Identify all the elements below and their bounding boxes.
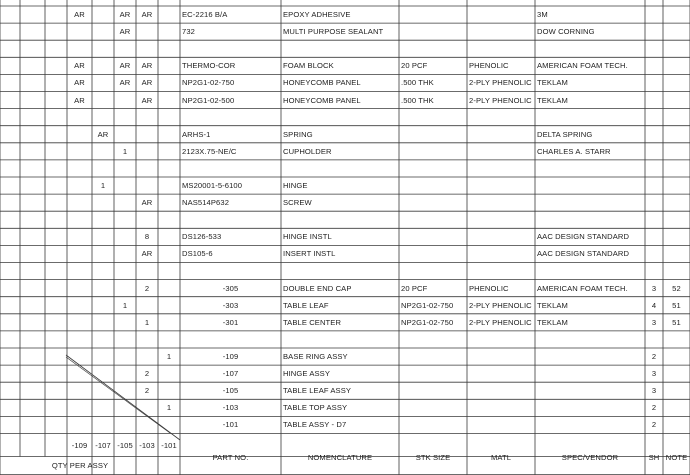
spec-vendor-cell: AAC DESIGN STANDARD — [537, 232, 630, 242]
nomenclature-cell: HINGE ASSY — [283, 369, 330, 379]
qty-per-assy-label: QTY PER ASSY — [51, 461, 109, 470]
matl-cell: 2-PLY PHENOLIC — [469, 95, 532, 105]
dash-no-105: -105 — [117, 441, 133, 450]
matl-cell: PHENOLIC — [469, 61, 509, 71]
part-no-cell: -303 — [222, 300, 239, 310]
nomenclature-cell: DOUBLE END CAP — [283, 283, 352, 293]
nomenclature-cell: HONEYCOMB PANEL — [283, 95, 361, 105]
qty-cell: AR — [119, 78, 131, 88]
part-no-cell: -103 — [222, 403, 239, 413]
qty-cell: AR — [119, 27, 131, 37]
qty-cell: AR — [74, 78, 85, 88]
qty-cell: AR — [74, 61, 85, 71]
dash-no-109: -109 — [71, 441, 88, 450]
part-no-cell: -301 — [222, 317, 239, 327]
qty-cell: 1 — [122, 300, 128, 310]
sh-cell: 2 — [651, 420, 657, 430]
spec-vendor-cell: CHARLES A. STARR — [537, 146, 611, 156]
part-no-cell: NAS514P632 — [182, 198, 230, 208]
dash-no-107: -107 — [95, 441, 111, 450]
stk-size-cell: 20 PCF — [401, 61, 428, 71]
header-spec-vendor: SPEC/VENDOR — [561, 453, 619, 462]
header-nomenclature: NOMENCLATURE — [307, 453, 373, 462]
nomenclature-cell: SPRING — [283, 129, 313, 139]
part-no-cell: -305 — [222, 283, 239, 293]
nomenclature-cell: HINGE INSTL — [283, 232, 332, 242]
part-no-cell: -105 — [222, 386, 239, 396]
part-no-cell: 732 — [182, 27, 195, 37]
note-cell: 51 — [672, 317, 681, 327]
spec-vendor-cell: AAC DESIGN STANDARD — [537, 249, 630, 259]
nomenclature-cell: SCREW — [283, 198, 312, 208]
stk-size-cell: .500 THK — [401, 95, 434, 105]
nomenclature-cell: HINGE — [283, 181, 308, 190]
nomenclature-cell: EPOXY ADHESIVE — [283, 10, 351, 19]
qty-cell: 2 — [144, 369, 150, 379]
spec-vendor-cell: 3M — [537, 10, 548, 19]
note-cell: 52 — [672, 283, 681, 293]
qty-cell: 2 — [144, 283, 150, 293]
qty-cell: 1 — [166, 403, 172, 413]
spec-vendor-cell: AMERICAN FOAM TECH. — [537, 283, 628, 293]
stk-size-cell: NP2G1-02-750 — [401, 317, 454, 327]
qty-cell: AR — [141, 61, 153, 71]
qty-cell: AR — [119, 10, 131, 19]
header-sh: SH — [648, 453, 660, 462]
dash-no-103: -103 — [139, 441, 155, 450]
spec-vendor-cell: TEKLAM — [537, 78, 568, 88]
nomenclature-cell: TABLE TOP ASSY — [283, 403, 348, 413]
nomenclature-cell: TABLE ASSY - D7 — [283, 420, 347, 430]
assy-diagonal-line — [66, 357, 170, 433]
matl-cell: 2-PLY PHENOLIC — [469, 300, 532, 310]
sh-cell: 2 — [651, 403, 657, 413]
qty-cell: AR — [141, 78, 153, 88]
header-matl: MATL — [490, 453, 512, 462]
sh-cell: 3 — [651, 369, 657, 379]
stk-size-cell: NP2G1-02-750 — [401, 300, 454, 310]
nomenclature-cell: BASE RING ASSY — [283, 352, 348, 361]
nomenclature-cell: INSERT INSTL — [283, 249, 336, 259]
qty-cell: 1 — [166, 352, 172, 361]
matl-cell: PHENOLIC — [469, 283, 509, 293]
qty-cell: AR — [119, 61, 131, 71]
part-no-cell: -109 — [222, 352, 239, 361]
note-cell: 51 — [672, 300, 681, 310]
part-no-cell: -101 — [222, 420, 239, 430]
sh-cell: 4 — [651, 300, 657, 310]
assy-diagonal-line — [66, 352, 180, 440]
qty-cell: AR — [141, 10, 153, 19]
header-part-no: PART NO. — [212, 453, 249, 462]
spec-vendor-cell: AMERICAN FOAM TECH. — [537, 61, 628, 71]
part-no-cell: 2123X.75-NE/C — [182, 146, 237, 156]
qty-cell: AR — [141, 198, 153, 208]
part-no-cell: MS20001-5-6100 — [182, 181, 243, 190]
header-note: NOTE — [665, 453, 688, 462]
sh-cell: 3 — [651, 317, 657, 327]
part-no-cell: EC-2216 B/A — [182, 10, 228, 19]
spec-vendor-cell: TEKLAM — [537, 95, 568, 105]
spec-vendor-cell: TEKLAM — [537, 300, 568, 310]
nomenclature-cell: TABLE CENTER — [283, 317, 342, 327]
nomenclature-cell: FOAM BLOCK — [283, 61, 334, 71]
qty-cell: AR — [141, 249, 153, 259]
qty-cell: AR — [141, 95, 153, 105]
part-no-cell: NP2G1-02-750 — [182, 78, 235, 88]
qty-cell: AR — [74, 95, 85, 105]
qty-cell: AR — [97, 129, 109, 139]
qty-cell: 8 — [144, 232, 150, 242]
dash-no-101: -101 — [161, 441, 177, 450]
nomenclature-cell: TABLE LEAF — [283, 300, 329, 310]
qty-cell: 2 — [144, 386, 150, 396]
nomenclature-cell: TABLE LEAF ASSY — [283, 386, 352, 396]
part-no-cell: -107 — [222, 369, 239, 379]
nomenclature-cell: CUPHOLDER — [283, 146, 332, 156]
sh-cell: 3 — [651, 386, 657, 396]
matl-cell: 2-PLY PHENOLIC — [469, 78, 532, 88]
stk-size-cell: .500 THK — [401, 78, 434, 88]
matl-cell: 2-PLY PHENOLIC — [469, 317, 532, 327]
part-no-cell: ARHS-1 — [182, 129, 211, 139]
part-no-cell: NP2G1-02-500 — [182, 95, 235, 105]
spec-vendor-cell: DELTA SPRING — [537, 129, 593, 139]
qty-cell: 1 — [122, 146, 128, 156]
qty-cell: 1 — [100, 181, 106, 190]
qty-cell: AR — [74, 10, 85, 19]
sh-cell: 3 — [651, 283, 657, 293]
nomenclature-cell: MULTI PURPOSE SEALANT — [283, 27, 384, 37]
qty-cell: 1 — [144, 317, 150, 327]
part-no-cell: THERMO-COR — [182, 61, 236, 71]
part-no-cell: DS126-533 — [182, 232, 222, 242]
spec-vendor-cell: TEKLAM — [537, 317, 568, 327]
sh-cell: 2 — [651, 352, 657, 361]
spec-vendor-cell: DOW CORNING — [537, 27, 595, 37]
nomenclature-cell: HONEYCOMB PANEL — [283, 78, 361, 88]
part-no-cell: DS105-6 — [182, 249, 213, 259]
header-stk-size: STK SIZE — [415, 453, 451, 462]
stk-size-cell: 20 PCF — [401, 283, 428, 293]
